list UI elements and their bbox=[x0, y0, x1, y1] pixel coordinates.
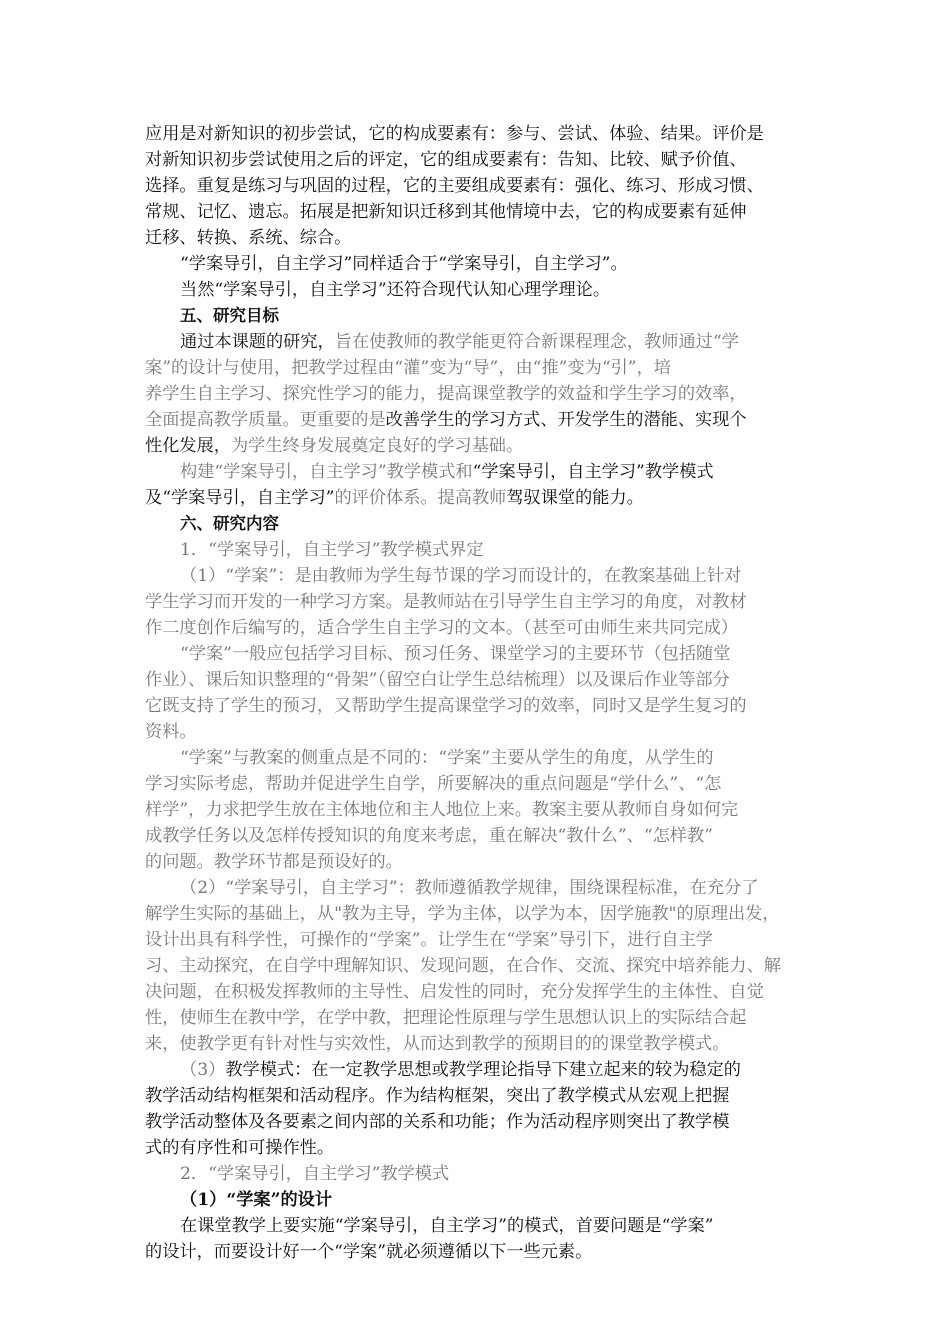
text-line: 式的有序性和可操作性。 bbox=[145, 1138, 335, 1158]
text-line: “学案”与教案的侧重点是不同的：“学案”主要从学生的角度，从学生的 bbox=[180, 748, 714, 768]
text-span: 旨在使教师的教学能更符合新课程理念，教师通过“学 bbox=[334, 332, 739, 352]
text-span: 构建“学案导引，自主学习”教学模式和 bbox=[180, 462, 473, 482]
text-line bbox=[180, 1057, 850, 1083]
text-span: 通过本课题的研究， bbox=[180, 332, 335, 352]
text-line bbox=[145, 407, 815, 433]
text-line: 作业）、课后知识整理的“骨架”（留空白让学生总结梳理）以及课后作业等部分 bbox=[145, 670, 730, 690]
text-line bbox=[145, 485, 815, 511]
text-line: 养学生自主学习、探究性学习的能力，提高课堂教学的效益和学生学习的效率， bbox=[145, 384, 747, 404]
text-line: 来，使教学更有针对性与实效性，从而达到教学的预期目的的课堂教学模式。 bbox=[145, 1034, 730, 1054]
text-line: 在课堂教学上要实施“学案导引，自主学习”的模式，首要问题是“学案” bbox=[180, 1216, 714, 1236]
text-line: 性，使师生在教中学，在学中教，把理论性原理与学生思想认识上的实际结合起 bbox=[145, 1008, 747, 1028]
text-line: 它既支持了学生的预习，又帮助学生提高课堂学习的效率，同时又是学生复习的 bbox=[145, 696, 747, 716]
text-line: 决问题，在积极发挥教师的主导性、启发性的同时，充分发挥学生的主体性、自觉 bbox=[145, 982, 764, 1002]
text-span: 全面提高教学质量。更重要的是 bbox=[145, 410, 386, 430]
text-span: 为学生终身发展奠定良好的学习基础。 bbox=[230, 436, 524, 456]
text-span: 及“学案导引，自主学习” bbox=[145, 488, 335, 508]
text-line: 设计出具有科学性，可操作的“学案”。让学生在“学案”导引下，进行自主学 bbox=[145, 930, 713, 950]
section-heading-goals: 五、研究目标 bbox=[180, 306, 279, 325]
text-line: 的问题。教学环节都是预设好的。 bbox=[145, 852, 403, 872]
text-span: 性化发展， bbox=[145, 436, 231, 456]
text-span: 的评价体系。提高教师 bbox=[334, 488, 507, 508]
text-line: 解学生实际的基础上，从"教为主导，学为主体，以学为本，因学施教"的原理出发， bbox=[145, 904, 780, 924]
text-span: 教学模式：在一定教学思想或教学理论指导下建立起来的较为稳定的 bbox=[225, 1060, 741, 1080]
text-line: 教学活动结构框架和活动程序。作为结构框架，突出了教学模式从宏观上把握 bbox=[145, 1086, 730, 1106]
text-span: （3） bbox=[180, 1060, 226, 1080]
text-line: “学案导引，自主学习”同样适合于“学案导引，自主学习”。 bbox=[180, 254, 628, 274]
text-line: 常规、记忆、遗忘。拓展是把新知识迁移到其他情境中去，它的构成要素有延伸 bbox=[145, 202, 747, 222]
text-line: 资料。 bbox=[145, 722, 197, 742]
text-line: （1）“学案”：是由教师为学生每节课的学习而设计的，在教案基础上针对 bbox=[180, 566, 742, 586]
text-line: 学生学习而开发的一种学习方案。是教师站在引导学生自主学习的角度，对教材 bbox=[145, 592, 747, 612]
text-line bbox=[145, 433, 815, 459]
text-line: 当然“学案导引，自主学习”还符合现代认知心理学理论。 bbox=[180, 280, 611, 300]
text-span: 改善学生的学习方式、开发学生的潜能、实现个 bbox=[385, 410, 747, 430]
text-line: 对新知识初步尝试使用之后的评定，它的组成要素有：告知、比较、赋予价值、 bbox=[145, 150, 747, 170]
subheading: 1．“学案导引，自主学习”教学模式界定 bbox=[180, 540, 484, 560]
text-line: 样学”，力求把学生放在主体地位和主人地位上来。教案主要从教师自身如何完 bbox=[145, 800, 739, 820]
text-span: “学案导引，自主学习”教学模式 bbox=[472, 462, 714, 482]
text-span: 驾驭课堂的能力。 bbox=[506, 488, 644, 508]
text-line: 成教学任务以及怎样传授知识的角度来考虑，重在解决“教什么”、“怎样教” bbox=[145, 826, 713, 846]
subheading: （1）“学案”的设计 bbox=[180, 1190, 333, 1210]
text-line: （2）“学案导引，自主学习”：教师遵循教学规律，围绕课程标准，在充分了 bbox=[180, 878, 759, 898]
text-line: 作二度创作后编写的，适合学生自主学习的文本。（甚至可由师生来共同完成） bbox=[145, 618, 738, 638]
text-line: 应用是对新知识的初步尝试，它的构成要素有：参与、尝试、体验、结果。评价是 bbox=[145, 124, 764, 144]
text-line: 教学活动整体及各要素之间内部的关系和功能；作为活动程序则突出了教学模 bbox=[145, 1112, 730, 1132]
text-line bbox=[180, 329, 850, 355]
text-line: “学案”一般应包括学习目标、预习任务、课堂学习的主要环节（包括随堂 bbox=[180, 644, 731, 664]
text-line: 的设计，而要设计好一个“学案”就必须遵循以下一些元素。 bbox=[145, 1242, 593, 1262]
text-line: 迁移、转换、系统、综合。 bbox=[145, 228, 352, 248]
section-heading-contents: 六、研究内容 bbox=[180, 514, 279, 533]
subheading: 2．“学案导引，自主学习”教学模式 bbox=[180, 1164, 450, 1184]
text-line: 习、主动探究，在自学中理解知识、发现问题，在合作、交流、探究中培养能力、解 bbox=[145, 956, 781, 976]
text-line bbox=[180, 459, 850, 485]
text-line: 学习实际考虑，帮助并促进学生自学，所要解决的重点问题是“学什么”、“怎 bbox=[145, 774, 722, 794]
text-line: 案”的设计与使用，把教学过程由“灌”变为“导”，由“推”变为“引”，培 bbox=[145, 358, 671, 378]
text-line: 选择。重复是练习与巩固的过程，它的主要组成要素有：强化、练习、形成习惯、 bbox=[145, 176, 764, 196]
